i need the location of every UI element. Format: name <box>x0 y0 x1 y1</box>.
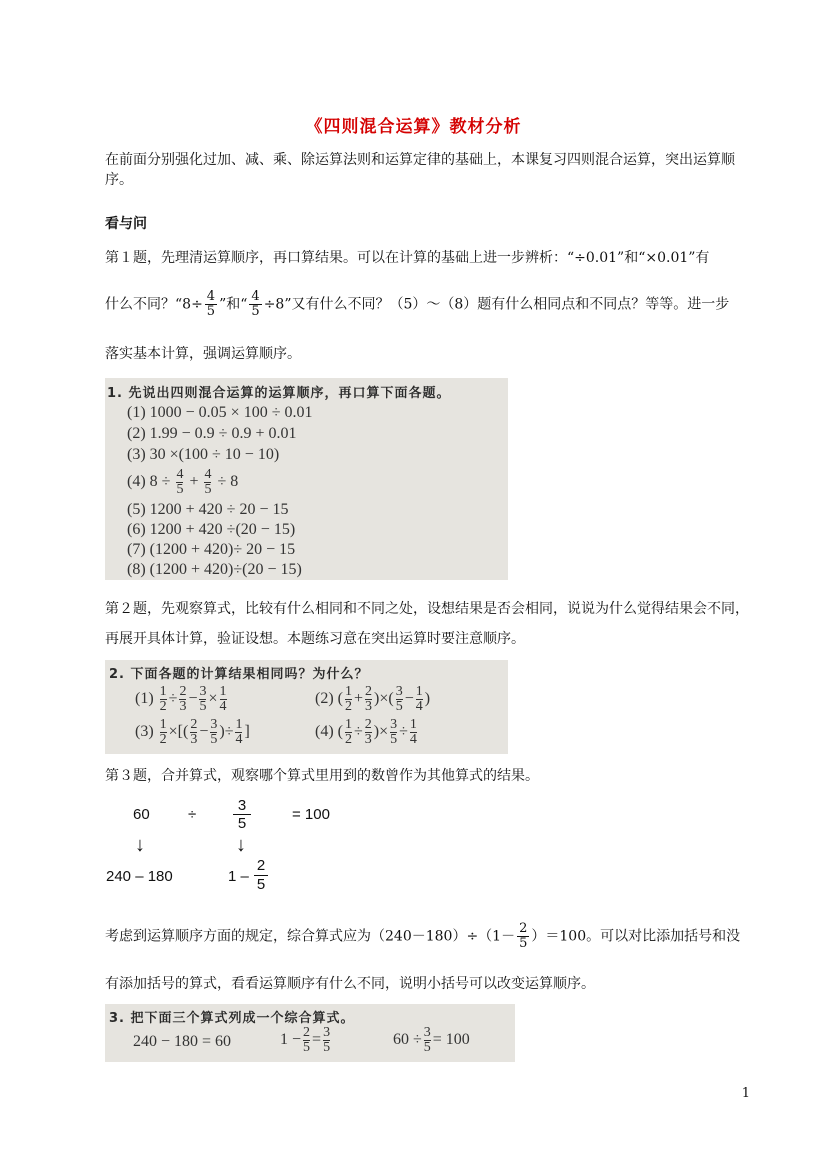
section-heading: 看与问 <box>105 216 147 232</box>
exercise-1-item: (6) 1200 + 420 ÷(20 − 15) <box>127 521 296 538</box>
frac-denominator: 5 <box>251 304 260 319</box>
q1-text-a: 什么不同？“8÷ <box>105 296 203 313</box>
fraction: $\frac{2}{3}$ <box>179 684 187 714</box>
fraction <box>205 290 217 319</box>
fraction: $\frac{3}{5}$ <box>395 684 403 714</box>
exercise-1-item: (8) (1200 + 420)÷(20 − 15) <box>127 561 302 578</box>
q1-text-c: ÷8”又有什么不同？（5）～（8）题有什么相同点和不同点？等等。进一步 <box>263 296 730 313</box>
q2-paragraph: 第２题，先观察算式，比较有什么相同和不同之处，设想结果是否会相同，说说为什么觉得结果会不同，再展开具体计算，验证设想。本题练习意在突出运算时要注意顺序。 <box>105 601 749 647</box>
fraction: $\frac{1}{2}$ <box>344 684 352 714</box>
intro-text: 在前面分别强化过加、减、乘、除运算法则和运算定律的基础上，本课复习四则混合运算，突出运算顺序。 <box>105 152 735 188</box>
frac-numerator: 4 <box>251 289 260 304</box>
exercise-1-item: (1) 1000 − 0.05 × 100 ÷ 0.01 <box>127 404 313 421</box>
fraction: $\frac{3}{5}$ <box>390 717 398 747</box>
frac-denominator: 5 <box>519 936 528 951</box>
frac-denominator: 5 <box>204 482 212 497</box>
exercise-3-header: 3. 把下面三个算式列成一个综合算式。 <box>109 1011 355 1026</box>
exercise-1-item-4 <box>127 468 238 497</box>
item4-tail: ÷ 8 <box>217 473 239 491</box>
q3b-text-a: 考虑到运算顺序方面的规定，综合算式应为（240－180）÷（1－ <box>105 928 516 945</box>
exercise-1-item: (3) 30 ×(100 ÷ 10 − 10) <box>127 446 280 463</box>
q1-line1: 第１题，先理清运算顺序，再口算结果。可以在计算的基础上进一步辨析：“÷0.01”和“×0.01”有 <box>105 250 710 266</box>
exercise-3-expr-2 <box>280 1026 332 1055</box>
fraction: $\frac{1}{2}$ <box>159 717 167 747</box>
flow-result: = 100 <box>292 806 330 823</box>
frac-denominator: 5 <box>206 304 216 319</box>
fraction: $\frac{1}{4}$ <box>415 684 423 714</box>
frac-numerator: 4 <box>206 289 216 304</box>
fraction: $\frac{3}{5}$ <box>323 1025 331 1055</box>
fraction: $\frac{1}{2}$ <box>344 717 352 747</box>
fraction: $\frac{2}{3}$ <box>364 717 372 747</box>
item-number: (1) <box>135 690 154 708</box>
exercise-1-item: (2) 1.99 − 0.9 ÷ 0.9 + 0.01 <box>127 425 297 442</box>
fraction: $\frac{3}{5}$ <box>199 684 207 714</box>
exercise-2-header: 2. 下面各题的计算结果相同吗？为什么？ <box>109 667 369 682</box>
exercise-2-item-1: (1) $\frac{1}{2}$ ÷ $\frac{2}{3}$ − $\frac{3}{5}$ × $\frac{1}{4}$ <box>135 684 227 714</box>
expr-prefix: 60 ÷ <box>393 1031 422 1049</box>
equals-sign: = <box>312 1031 322 1049</box>
exercise-1-item: (5) 1200 + 420 ÷ 20 − 15 <box>127 501 289 518</box>
exercise-2-item-2: (2) ( $\frac{1}{2}$ + $\frac{2}{3}$ )×( $\frac{3}{5}$ − $\frac{1}{4}$ ) <box>315 684 431 714</box>
fraction: $\frac{1}{4}$ <box>235 717 243 747</box>
fraction <box>517 922 529 951</box>
fraction <box>249 290 261 319</box>
flow-fraction-3-5 <box>233 797 251 832</box>
exercise-image-3 <box>105 1004 515 1062</box>
exercise-1-item: (7) (1200 + 420)÷ 20 − 15 <box>127 541 296 558</box>
fraction: $\frac{1}{4}$ <box>409 717 417 747</box>
exercise-3-expr-1: 240 − 180 = 60 <box>133 1033 232 1050</box>
item-number: (2) ( <box>315 690 343 708</box>
frac-numerator: 2 <box>519 921 528 936</box>
q3b-line1 <box>105 922 755 951</box>
exercise-image-2 <box>105 660 508 754</box>
exercise-image-1 <box>105 378 508 580</box>
page-title: 《四则混合运算》教材分析 <box>305 117 522 137</box>
flow-expr-240-180: 240 – 180 <box>106 868 173 885</box>
q1-line3: 落实基本计算，强调运算顺序。 <box>105 346 301 362</box>
fraction: $\frac{1}{2}$ <box>159 684 167 714</box>
q1-line2 <box>105 290 755 319</box>
fraction: $\frac{2}{5}$ <box>303 1025 311 1055</box>
frac-numerator: 4 <box>176 467 184 482</box>
plus-sign: + <box>189 473 199 491</box>
frac-numerator: 4 <box>204 467 212 482</box>
q1-text-b: ”和“ <box>219 296 248 313</box>
flow-number-60: 60 <box>133 806 150 823</box>
fraction: $\frac{3}{5}$ <box>210 717 218 747</box>
fraction: $\frac{2}{3}$ <box>190 717 198 747</box>
flow-fraction-2-5 <box>254 857 268 894</box>
q3-paragraph: 第３题，合并算式，观察哪个算式里用到的数曾作为其他算式的结果。 <box>105 768 539 784</box>
q3b-text-b: ）＝100。可以对比添加括号和没 <box>531 928 741 945</box>
frac-denominator: 5 <box>256 876 266 893</box>
frac-numerator: 3 <box>233 797 251 815</box>
flow-divide-sign: ÷ <box>188 806 197 823</box>
item-number: (3) <box>135 723 154 741</box>
frac-denominator: 5 <box>176 482 184 497</box>
frac-denominator: 5 <box>237 815 247 832</box>
fraction: $\frac{3}{5}$ <box>423 1025 431 1055</box>
page-number: 1 <box>741 1086 750 1101</box>
fraction: $\frac{1}{4}$ <box>219 684 227 714</box>
exercise-2-item-3: (3) $\frac{1}{2}$ ×[( $\frac{2}{3}$ − $\frac{3}{5}$ )÷ $\frac{1}{4}$ ] <box>135 717 250 747</box>
expr-suffix: = 100 <box>432 1031 470 1049</box>
fraction: $\frac{2}{3}$ <box>365 684 373 714</box>
exercise-2-item-4: (4) ( $\frac{1}{2}$ ÷ $\frac{2}{3}$ )× $\frac{3}{5}$ ÷ $\frac{1}{4}$ <box>315 717 417 747</box>
intro-paragraph <box>105 150 755 190</box>
fraction <box>176 468 183 497</box>
down-arrow-icon: ↓ <box>135 834 145 856</box>
expr-prefix: 1 − <box>280 1031 302 1049</box>
fraction <box>204 468 211 497</box>
item-number: (4) ( <box>315 723 343 741</box>
q3b-line2: 有添加括号的算式，看看运算顺序有什么不同，说明小括号可以改变运算顺序。 <box>105 976 595 992</box>
exercise-3-expr-3 <box>393 1026 470 1055</box>
flow-expr-1-minus: 1 – <box>228 868 249 885</box>
down-arrow-icon: ↓ <box>236 834 246 856</box>
exercise-1-header: 1. 先说出四则混合运算的运算顺序，再口算下面各题。 <box>107 386 451 401</box>
item4-prefix: (4) 8 ÷ <box>127 473 171 491</box>
frac-numerator: 2 <box>254 857 268 876</box>
